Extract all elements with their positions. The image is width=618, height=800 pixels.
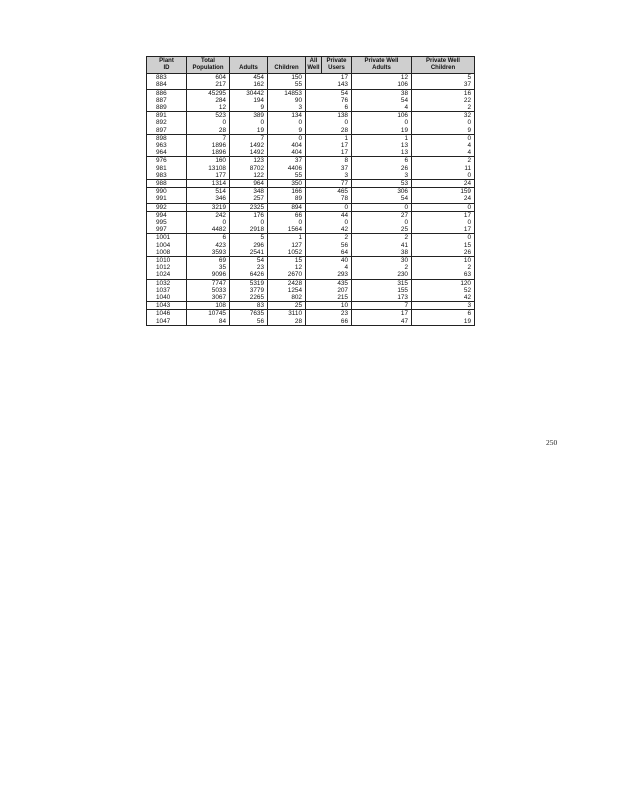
cell-total-population: 604 <box>187 74 230 82</box>
cell-children: 89 <box>268 195 306 203</box>
cell-plant-id: 889 <box>147 104 187 112</box>
cell-private-well-children: 0 <box>412 219 475 226</box>
cell-total-population: 217 <box>187 81 230 89</box>
cell-private-users: 28 <box>306 127 352 135</box>
cell-adults: 296 <box>230 242 268 249</box>
table-row <box>147 81 475 89</box>
cell-private-users: 66 <box>306 318 352 326</box>
cell-plant-id: 1047 <box>147 318 187 326</box>
cell-total-population: 3219 <box>187 203 230 211</box>
cell-private-well-children: 120 <box>412 279 475 287</box>
header-label: Population <box>192 64 224 71</box>
cell-plant-id: 991 <box>147 195 187 203</box>
cell-total-population: 284 <box>187 97 230 104</box>
table-row <box>147 112 475 120</box>
cell-private-well-adults: 54 <box>352 195 412 203</box>
cell-private-well-adults: 6 <box>352 157 412 165</box>
cell-adults: 194 <box>230 97 268 104</box>
header-label: Private Well <box>364 58 399 64</box>
cell-private-users: 23 <box>306 310 352 318</box>
cell-plant-id: 884 <box>147 81 187 89</box>
cell-children: 15 <box>268 257 306 265</box>
cell-private-well-children: 0 <box>412 134 475 142</box>
cell-total-population: 1314 <box>187 180 230 188</box>
cell-private-users: 2 <box>306 234 352 242</box>
cell-private-well-children: 0 <box>412 203 475 211</box>
cell-private-users: 42 <box>306 226 352 234</box>
cell-private-users: 40 <box>306 257 352 265</box>
cell-children: 0 <box>268 119 306 126</box>
cell-private-users: 64 <box>306 249 352 257</box>
cell-private-users: 8 <box>306 157 352 165</box>
cell-adults: 123 <box>230 157 268 165</box>
cell-children: 3 <box>268 104 306 112</box>
cell-private-well-adults: 30 <box>352 257 412 265</box>
cell-children: 150 <box>268 74 306 82</box>
cell-children: 3110 <box>268 310 306 318</box>
header-total-population <box>187 57 230 74</box>
cell-total-population: 514 <box>187 188 230 196</box>
cell-private-users: 293 <box>306 271 352 279</box>
cell-private-users: 215 <box>306 294 352 302</box>
cell-private-well-children: 24 <box>412 195 475 203</box>
population-table <box>146 56 475 326</box>
table-row <box>147 226 475 234</box>
cell-plant-id: 1012 <box>147 264 187 271</box>
cell-private-well-adults: 2 <box>352 234 412 242</box>
table-row <box>147 97 475 104</box>
cell-private-well-adults: 12 <box>352 74 412 82</box>
header-private-users <box>322 57 352 74</box>
cell-private-well-adults: 173 <box>352 294 412 302</box>
table-row <box>147 257 475 265</box>
cell-children: 404 <box>268 149 306 157</box>
cell-total-population: 1896 <box>187 149 230 157</box>
cell-plant-id: 964 <box>147 149 187 157</box>
header-adults <box>230 57 268 74</box>
cell-children: 12 <box>268 264 306 271</box>
cell-children: 25 <box>268 302 306 310</box>
cell-adults: 54 <box>230 257 268 265</box>
cell-private-well-adults: 54 <box>352 97 412 104</box>
cell-private-well-children: 2 <box>412 157 475 165</box>
cell-private-well-adults: 106 <box>352 81 412 89</box>
cell-children: 4406 <box>268 165 306 172</box>
table-row <box>147 142 475 149</box>
cell-total-population: 4482 <box>187 226 230 234</box>
table-row <box>147 134 475 142</box>
cell-private-well-adults: 13 <box>352 142 412 149</box>
header-label: Private <box>326 58 347 64</box>
cell-private-well-children: 9 <box>412 127 475 135</box>
cell-children: 55 <box>268 81 306 89</box>
cell-private-well-children: 10 <box>412 257 475 265</box>
cell-total-population: 9096 <box>187 271 230 279</box>
header-label: ID <box>163 64 170 71</box>
cell-plant-id: 988 <box>147 180 187 188</box>
cell-private-well-adults: 2 <box>352 264 412 271</box>
cell-private-users: 6 <box>306 104 352 112</box>
cell-children: 9 <box>268 127 306 135</box>
cell-plant-id: 1037 <box>147 287 187 294</box>
cell-total-population: 0 <box>187 119 230 126</box>
cell-private-users: 54 <box>306 89 352 97</box>
cell-private-users: 78 <box>306 195 352 203</box>
cell-private-well-children: 52 <box>412 287 475 294</box>
cell-adults: 3779 <box>230 287 268 294</box>
cell-private-well-children: 0 <box>412 172 475 180</box>
header-children <box>268 57 306 74</box>
cell-total-population: 35 <box>187 264 230 271</box>
cell-private-well-adults: 155 <box>352 287 412 294</box>
cell-plant-id: 1010 <box>147 257 187 265</box>
cell-private-well-children: 26 <box>412 249 475 257</box>
cell-plant-id: 897 <box>147 127 187 135</box>
table-row <box>147 219 475 226</box>
cell-total-population: 28 <box>187 127 230 135</box>
cell-adults: 257 <box>230 195 268 203</box>
header-row <box>147 57 475 74</box>
cell-adults: 348 <box>230 188 268 196</box>
cell-plant-id: 995 <box>147 219 187 226</box>
cell-children: 802 <box>268 294 306 302</box>
cell-plant-id: 1024 <box>147 271 187 279</box>
cell-private-users: 1 <box>306 134 352 142</box>
cell-private-users: 0 <box>306 203 352 211</box>
header-plant-id <box>147 57 187 74</box>
cell-adults: 454 <box>230 74 268 82</box>
cell-plant-id: 1032 <box>147 279 187 287</box>
table-row <box>147 318 475 326</box>
cell-adults: 1492 <box>230 149 268 157</box>
cell-adults: 7 <box>230 134 268 142</box>
cell-adults: 2325 <box>230 203 268 211</box>
cell-adults: 9 <box>230 104 268 112</box>
cell-total-population: 6 <box>187 234 230 242</box>
cell-private-users: 17 <box>306 74 352 82</box>
cell-private-well-adults: 27 <box>352 211 412 219</box>
cell-total-population: 7 <box>187 134 230 142</box>
cell-children: 1052 <box>268 249 306 257</box>
cell-plant-id: 994 <box>147 211 187 219</box>
cell-private-well-children: 24 <box>412 180 475 188</box>
cell-plant-id: 892 <box>147 119 187 126</box>
cell-children: 1 <box>268 234 306 242</box>
cell-total-population: 84 <box>187 318 230 326</box>
cell-private-users: 76 <box>306 97 352 104</box>
cell-plant-id: 891 <box>147 112 187 120</box>
cell-adults: 30442 <box>230 89 268 97</box>
cell-total-population: 0 <box>187 219 230 226</box>
cell-private-users: 10 <box>306 302 352 310</box>
cell-adults: 56 <box>230 318 268 326</box>
table-row <box>147 74 475 82</box>
cell-adults: 19 <box>230 127 268 135</box>
cell-children: 127 <box>268 242 306 249</box>
page-number: 250 <box>546 438 558 447</box>
cell-plant-id: 1004 <box>147 242 187 249</box>
header-label: All <box>309 58 318 64</box>
cell-private-well-children: 63 <box>412 271 475 279</box>
cell-private-well-children: 17 <box>412 226 475 234</box>
cell-private-users: 0 <box>306 119 352 126</box>
table-row <box>147 172 475 180</box>
cell-total-population: 69 <box>187 257 230 265</box>
cell-children: 2428 <box>268 279 306 287</box>
cell-private-users: 0 <box>306 219 352 226</box>
cell-adults: 8702 <box>230 165 268 172</box>
table-row <box>147 310 475 318</box>
cell-adults: 176 <box>230 211 268 219</box>
table-header <box>147 57 475 74</box>
cell-private-well-children: 2 <box>412 104 475 112</box>
cell-children: 66 <box>268 211 306 219</box>
cell-private-well-adults: 53 <box>352 180 412 188</box>
cell-private-well-adults: 38 <box>352 249 412 257</box>
table-row <box>147 165 475 172</box>
cell-adults: 1492 <box>230 142 268 149</box>
cell-private-well-adults: 106 <box>352 112 412 120</box>
cell-private-users: 77 <box>306 180 352 188</box>
table-row <box>147 242 475 249</box>
table-body <box>147 74 475 326</box>
cell-total-population: 523 <box>187 112 230 120</box>
cell-plant-id: 1043 <box>147 302 187 310</box>
table-row <box>147 302 475 310</box>
header-all-well <box>306 57 322 74</box>
table-row <box>147 157 475 165</box>
cell-private-users: 56 <box>306 242 352 249</box>
header-label: Private Well <box>426 58 460 64</box>
cell-private-well-children: 4 <box>412 142 475 149</box>
cell-total-population: 45295 <box>187 89 230 97</box>
cell-plant-id: 992 <box>147 203 187 211</box>
header-label: Adults <box>239 64 258 71</box>
cell-private-well-adults: 26 <box>352 165 412 172</box>
cell-private-users: 3 <box>306 172 352 180</box>
cell-children: 0 <box>268 134 306 142</box>
cell-total-population: 3593 <box>187 249 230 257</box>
cell-private-well-children: 0 <box>412 234 475 242</box>
cell-total-population: 3067 <box>187 294 230 302</box>
cell-private-users: 143 <box>306 81 352 89</box>
cell-private-well-adults: 17 <box>352 310 412 318</box>
cell-private-well-children: 17 <box>412 211 475 219</box>
cell-plant-id: 887 <box>147 97 187 104</box>
cell-total-population: 12 <box>187 104 230 112</box>
cell-plant-id: 976 <box>147 157 187 165</box>
cell-private-well-adults: 4 <box>352 104 412 112</box>
table-row <box>147 279 475 287</box>
cell-private-well-adults: 0 <box>352 119 412 126</box>
cell-plant-id: 1008 <box>147 249 187 257</box>
table-row <box>147 294 475 302</box>
cell-adults: 23 <box>230 264 268 271</box>
cell-private-well-adults: 1 <box>352 134 412 142</box>
cell-total-population: 7747 <box>187 279 230 287</box>
cell-children: 404 <box>268 142 306 149</box>
cell-children: 894 <box>268 203 306 211</box>
cell-children: 134 <box>268 112 306 120</box>
cell-private-well-children: 6 <box>412 310 475 318</box>
cell-private-well-children: 4 <box>412 149 475 157</box>
table-row <box>147 287 475 294</box>
cell-private-users: 435 <box>306 279 352 287</box>
cell-plant-id: 997 <box>147 226 187 234</box>
cell-private-well-adults: 19 <box>352 127 412 135</box>
cell-total-population: 177 <box>187 172 230 180</box>
cell-children: 90 <box>268 97 306 104</box>
cell-total-population: 10745 <box>187 310 230 318</box>
cell-private-well-children: 19 <box>412 318 475 326</box>
cell-private-well-adults: 25 <box>352 226 412 234</box>
cell-adults: 0 <box>230 119 268 126</box>
cell-private-users: 4 <box>306 264 352 271</box>
cell-total-population: 423 <box>187 242 230 249</box>
cell-private-well-adults: 315 <box>352 279 412 287</box>
cell-plant-id: 1046 <box>147 310 187 318</box>
cell-private-well-adults: 230 <box>352 271 412 279</box>
cell-private-well-children: 42 <box>412 294 475 302</box>
cell-private-well-children: 11 <box>412 165 475 172</box>
cell-adults: 2541 <box>230 249 268 257</box>
cell-private-users: 138 <box>306 112 352 120</box>
header-label: Children <box>430 64 456 71</box>
cell-children: 166 <box>268 188 306 196</box>
cell-children: 350 <box>268 180 306 188</box>
cell-adults: 2918 <box>230 226 268 234</box>
header-label: Total <box>201 58 215 64</box>
cell-plant-id: 883 <box>147 74 187 82</box>
cell-plant-id: 981 <box>147 165 187 172</box>
cell-private-well-adults: 0 <box>352 203 412 211</box>
header-private-well-adults <box>352 57 412 74</box>
cell-total-population: 346 <box>187 195 230 203</box>
cell-private-well-adults: 47 <box>352 318 412 326</box>
cell-adults: 389 <box>230 112 268 120</box>
cell-private-well-adults: 0 <box>352 219 412 226</box>
cell-private-well-adults: 7 <box>352 302 412 310</box>
header-label: Adults <box>372 64 391 71</box>
cell-children: 1564 <box>268 226 306 234</box>
table-row <box>147 271 475 279</box>
cell-private-well-children: 16 <box>412 89 475 97</box>
cell-private-users: 37 <box>306 165 352 172</box>
cell-children: 14853 <box>268 89 306 97</box>
cell-private-well-adults: 41 <box>352 242 412 249</box>
cell-adults: 7635 <box>230 310 268 318</box>
table-row <box>147 180 475 188</box>
cell-private-well-children: 3 <box>412 302 475 310</box>
cell-adults: 162 <box>230 81 268 89</box>
cell-private-well-adults: 38 <box>352 89 412 97</box>
table-row <box>147 195 475 203</box>
table-row <box>147 211 475 219</box>
header-label: Plant <box>159 58 174 64</box>
cell-total-population: 160 <box>187 157 230 165</box>
table-row <box>147 104 475 112</box>
cell-private-well-children: 2 <box>412 264 475 271</box>
header-label: Children <box>274 64 299 71</box>
cell-plant-id: 898 <box>147 134 187 142</box>
cell-adults: 122 <box>230 172 268 180</box>
cell-private-well-children: 22 <box>412 97 475 104</box>
cell-private-well-children: 32 <box>412 112 475 120</box>
cell-private-users: 17 <box>306 149 352 157</box>
table-row <box>147 249 475 257</box>
table-row <box>147 149 475 157</box>
table-row <box>147 234 475 242</box>
cell-total-population: 108 <box>187 302 230 310</box>
cell-private-well-adults: 13 <box>352 149 412 157</box>
cell-adults: 2265 <box>230 294 268 302</box>
cell-children: 55 <box>268 172 306 180</box>
table-row <box>147 203 475 211</box>
cell-total-population: 13108 <box>187 165 230 172</box>
cell-adults: 0 <box>230 219 268 226</box>
cell-children: 2670 <box>268 271 306 279</box>
cell-private-users: 44 <box>306 211 352 219</box>
header-private-well-children <box>412 57 475 74</box>
cell-total-population: 242 <box>187 211 230 219</box>
cell-private-well-children: 0 <box>412 119 475 126</box>
table-row <box>147 127 475 135</box>
cell-children: 28 <box>268 318 306 326</box>
cell-private-well-children: 37 <box>412 81 475 89</box>
cell-plant-id: 1001 <box>147 234 187 242</box>
cell-private-well-children: 159 <box>412 188 475 196</box>
header-label: Well <box>307 64 320 71</box>
table-row <box>147 119 475 126</box>
cell-adults: 5 <box>230 234 268 242</box>
cell-adults: 5319 <box>230 279 268 287</box>
cell-plant-id: 963 <box>147 142 187 149</box>
cell-plant-id: 983 <box>147 172 187 180</box>
cell-plant-id: 886 <box>147 89 187 97</box>
cell-private-well-adults: 306 <box>352 188 412 196</box>
table-row <box>147 264 475 271</box>
cell-adults: 6426 <box>230 271 268 279</box>
cell-children: 0 <box>268 219 306 226</box>
cell-private-users: 465 <box>306 188 352 196</box>
cell-private-users: 17 <box>306 142 352 149</box>
cell-plant-id: 1040 <box>147 294 187 302</box>
header-label: Users <box>328 64 345 71</box>
cell-private-well-children: 15 <box>412 242 475 249</box>
cell-private-well-children: 5 <box>412 74 475 82</box>
cell-private-users: 207 <box>306 287 352 294</box>
cell-plant-id: 990 <box>147 188 187 196</box>
table-row <box>147 188 475 196</box>
cell-children: 37 <box>268 157 306 165</box>
cell-total-population: 1896 <box>187 142 230 149</box>
table-row <box>147 89 475 97</box>
cell-children: 1254 <box>268 287 306 294</box>
cell-adults: 83 <box>230 302 268 310</box>
cell-adults: 964 <box>230 180 268 188</box>
cell-total-population: 5033 <box>187 287 230 294</box>
cell-private-well-adults: 3 <box>352 172 412 180</box>
